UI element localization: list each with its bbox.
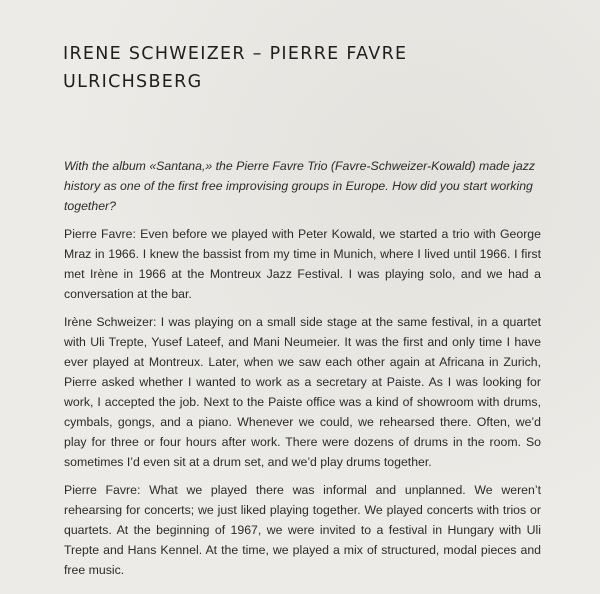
interview-question: With the album «Santana,» the Pierre Favre Trio (Favre-Schweizer-Kowald) made jazz history as one of the first free improvising groups in Europe. How did you start working together?	[64, 159, 536, 213]
title-block	[63, 40, 407, 96]
answer-paragraph-favre-2: Pierre Favre: What we played there was informal and unplanned. We weren’t rehearsing for concerts; we just liked playing together. We played concerts with trios or quartets. At the beginning of 1967, we were invited to a festival in Hungary with Uli Trepte and Hans Kennel. At the time, we played a mix of structured, modal pieces and free music.	[64, 483, 541, 577]
title-artists: IRENE SCHWEIZER – PIERRE FAVRE	[63, 44, 408, 64]
answer-paragraph-schweizer: Irène Schweizer: I was playing on a small side stage at the same festival, in a quartet with Uli Trepte, Yusef Lateef, and Mani Neumeier. It was the first and only time I have ever played at Montreux. Later, when we saw each other again at Africana in Zurich, Pierre asked whether I wanted to work as a secretary at Paiste. As I was looking for work, I accepted the job. Next to the Paiste office was a kind of showroom with drums, cymbals, gongs, and a piano. Whenever we could, we rehearsed there. Often, we’d play for three or four hours after work. There were dozens of drums in the room. So sometimes I’d even sit at a drum set, and we’d play drums together.	[64, 315, 541, 469]
answer-paragraph-favre-1: Pierre Favre: Even before we played with Peter Kowald, we started a trio with George Mraz in 1966. I knew the bassist from my time in Munich, where I lived until 1966. I first met Irène in 1966 at the Montreux Jazz Festival. I was playing solo, and we had a conversation at the bar.	[64, 227, 541, 301]
title-album: ULRICHSBERG	[63, 72, 203, 92]
interview-body	[64, 156, 541, 588]
